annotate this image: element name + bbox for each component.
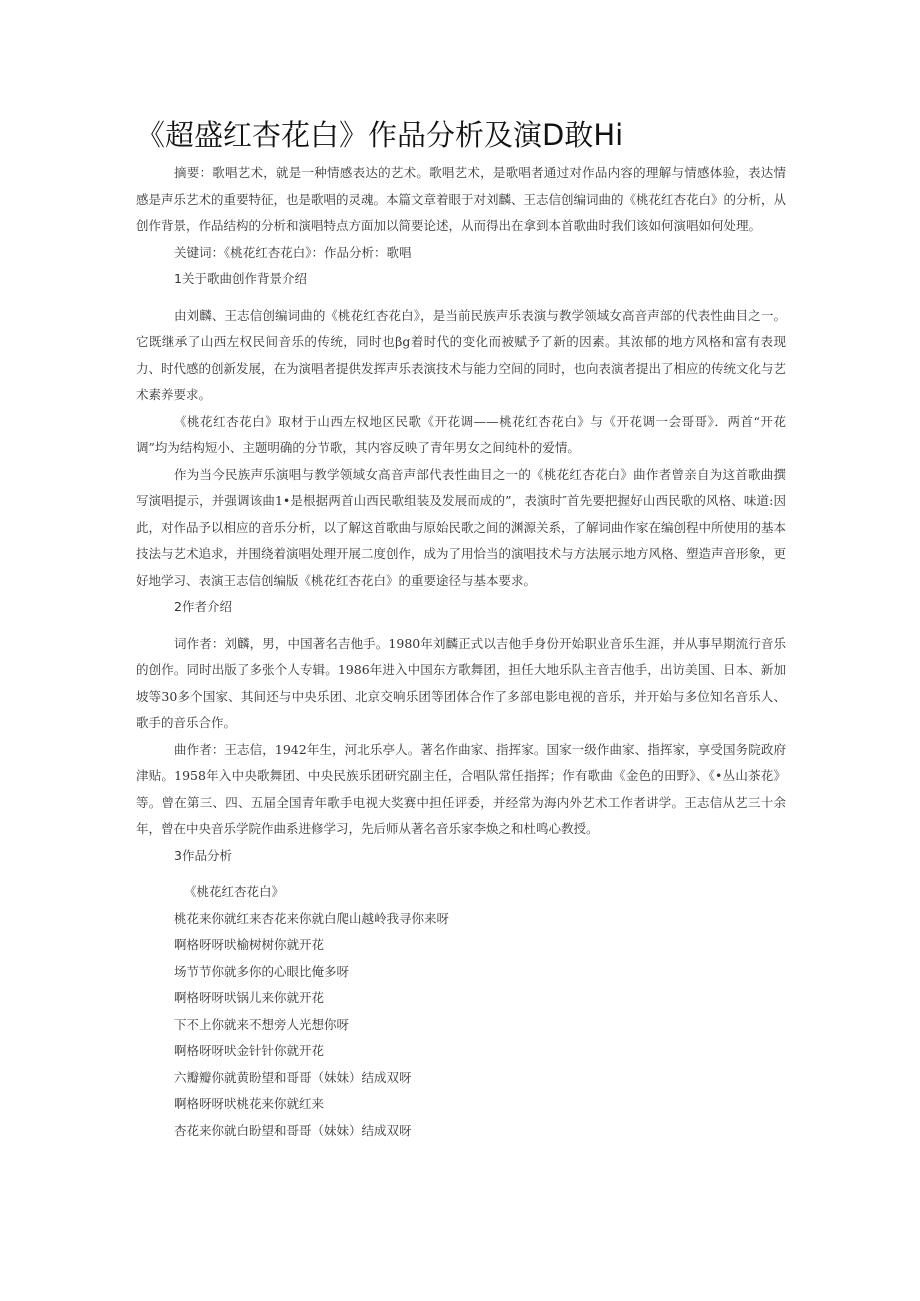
lyric-line: 场节节你就多你的心眼比俺多呀 [174, 963, 350, 979]
lyric-line: 杏花来你就白盼望和哥哥（妹妹）结成双呀 [174, 1122, 412, 1138]
composer-paragraph: 曲作者：王志信，1942年生，河北乐亭人。著名作曲家、指挥家。国家一级作曲家、指挥家，享受国务院政府津贴。1958年入中央歌舞团、中央民族乐团研究副主任，合唱队常任指挥；作有歌曲《金色的田野》、《•丛山茶花》等。曾在第三、四、五届全国青年歌手电视大奖赛中担任评委，并经常为海内外艺术工作者讲学。王志信从艺三十余年，曾在中央音乐学院作曲系进修学习，先后师从著名音乐家李焕之和杜鸣心教授。 [136, 741, 786, 836]
abstract-paragraph: 摘要：歌唱艺术，就是一种情感表达的艺术。歌唱艺术，是歌唱者通过对作品内容的理解与情感体验，表达情感是声乐艺术的重要特征，也是歌唱的灵魂。本篇文章着眼于对刘麟、王志信创编词曲的《桃花红杏花白》的分析，从创作背景，作品结构的分析和演唱特点方面加以简要论述，从而得出在拿到本首歌曲时我们该如何演唱如何处理。 [136, 165, 787, 233]
background-paragraph-3: 作为当今民族声乐演唱与教学领域女高音声部代表性曲目之一的《桃花红杏花白》曲作者曾亲自为这首歌曲撰写演唱提示，并强调该曲1•是根据两首山西民歌组装及发展而成的”，表演时″首先要把握好山西民歌的风格、味道:因此，对作品予以相应的音乐分析，以了解这首歌曲与原始民歌之间的渊源关系，了解词曲作家在编创程中所使用的基本技法与艺术追求，并围绕着演唱处理开展二度创作，成为了用恰当的演唱技术与方法展示地方风格、塑造声音形象，更好地学习、表演王志信创编版《桃花红杏花白》的重要途径与基本要求。 [136, 466, 787, 588]
keywords-line: 关键词：《桃花红杏花白》：作品分析：歌唱 [174, 244, 412, 260]
lyric-line: 啊格呀呀吠锅儿来你就开花 [174, 990, 325, 1005]
lyrics-title: 《桃花红杏花白》 [184, 884, 285, 899]
section-heading-analysis: 3作品分析 [174, 847, 232, 863]
lyric-line: 下不上你就来不想旁人光想你呀 [174, 1016, 350, 1032]
lyric-line: 啊格呀呀吠桃花来你就红来 [174, 1096, 325, 1111]
lyric-line: 啊格呀呀吠榆树树你就开花 [174, 937, 325, 952]
section-heading-background: 1关于歌曲创作背景介绍 [174, 271, 307, 286]
background-paragraph-1: 由刘麟、王志信创编词曲的《桃花红杏花白》，是当前民族声乐表演与教学领域女高音声部的代表性曲目之一。它既继承了山西左权民间音乐的传统，同时也βg着时代的变化而被赋予了新的因素。其浓郁的地方风格和富有表现力、时代感的创新发展，在为演唱者提供发挥声乐表演技术与能力空间的同时，也向表演者提出了相应的传统文化与艺术素养要求。 [136, 307, 787, 402]
document-title: 《超盛红杏花白》作品分析及演D敢Hi [136, 118, 624, 152]
lyric-line: 啊格呀呀吠金针针你就开花 [174, 1043, 325, 1058]
lyric-line: 六瓣瓣你就黄盼望和哥哥（妹妹）结成双呀 [174, 1069, 412, 1085]
lyric-line: 桃花来你就红来杏花来你就白爬山越岭我寻你来呀 [174, 910, 450, 926]
background-paragraph-2: 《桃花红杏花白》取材于山西左权地区民歌《开花调——桃花红杏花白》与《开花调一会哥哥》．两首“开花调”均为结构短小、主题明确的分节歌，其内容反映了青年男女之间纯朴的爱情。 [136, 413, 786, 455]
lyricist-paragraph: 词作者：刘麟，男，中国著名吉他手。1980年刘麟正式以吉他手身份开始职业音乐生涯，并从事早期流行音乐的创作。同时出版了多张个人专辑。1986年进入中国东方歌舞团，担任大地乐队主音吉他手，出访美国、日本、新加坡等30多个国家、其间还与中央乐团、北京交响乐团等团体合作了多部电影电视的音乐，并开始与多位知名音乐人、歌手的音乐合作。 [136, 635, 786, 730]
section-heading-authors: 2作者介绍 [174, 599, 232, 614]
document-body [136, 160, 786, 1144]
